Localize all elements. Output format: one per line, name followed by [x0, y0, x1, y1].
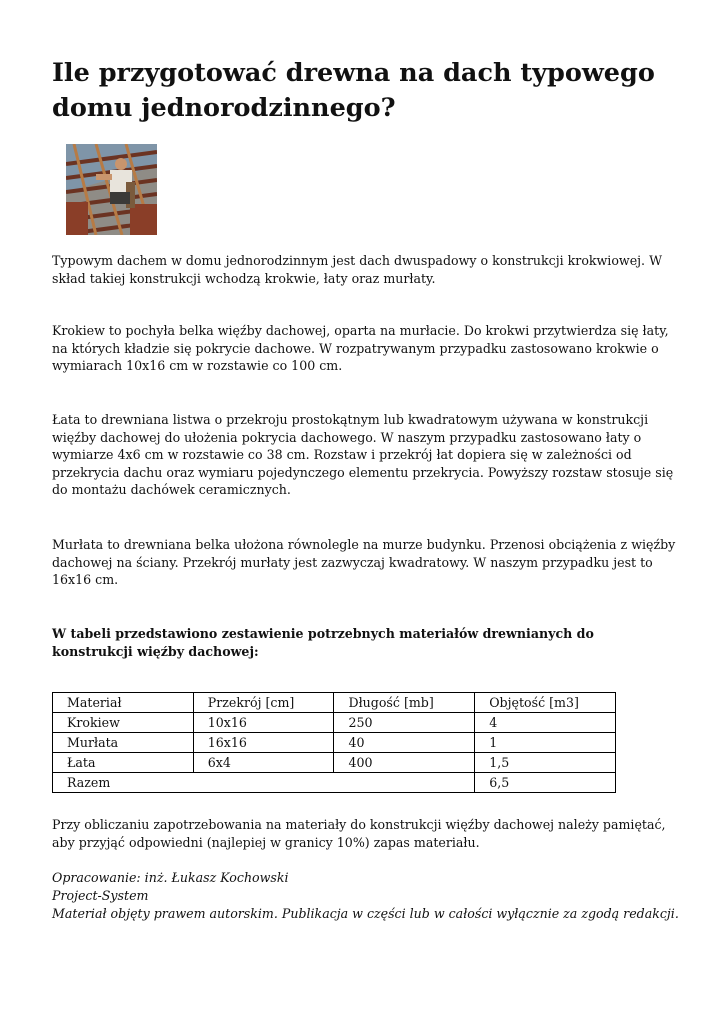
table-row [53, 753, 616, 773]
table-cell: Łata [53, 753, 194, 773]
table-cell: Murłata [53, 733, 194, 753]
roofer-photo [66, 144, 157, 235]
table-cell: 400 [334, 753, 475, 773]
table-cell: 16x16 [193, 733, 334, 753]
paragraph-lata: Łata to drewniana listwa o przekroju prostokątnym lub kwadratowym używana w konstrukcji więźby dachowej do ułożenia pokrycia dachowego. W naszym przypadku zastosowano łaty o wymiarze 4x6 cm w rozstawie co 38 cm. Rozstaw i przekrój łat dopiera się w zależności od przekrycia dachu oraz wymiaru pojedynczego elementu przekrycia. Powyższy rozstaw stosuje się do montażu dachówek ceramicznych. [52, 412, 674, 498]
credits [52, 869, 692, 922]
table-row [53, 733, 616, 753]
table-row [53, 713, 616, 733]
credits-copyright: Materiał objęty prawem autorskim. Publikacja w części lub w całości wyłącznie za zgodą redakcji. [52, 905, 679, 921]
table-intro: W tabeli przedstawiono zestawienie potrzebnych materiałów drewnianych do konstrukcji więźby dachowej: [52, 626, 594, 659]
credits-company: Project-System [52, 887, 149, 903]
materials-table [52, 692, 616, 793]
table-total-value: 6,5 [475, 773, 616, 793]
table-header-cell: Długość [mb] [334, 693, 475, 713]
table-total-row [53, 773, 616, 793]
table-total-label: Razem [53, 773, 475, 793]
table-cell: 1 [475, 733, 616, 753]
paragraph-murlata: Murłata to drewniana belka ułożona równolegle na murze budynku. Przenosi obciążenia z więźby dachowej na ściany. Przekrój murłaty jest zazwyczaj kwadratowy. W naszym przypadku jest to 16x16 cm. [52, 537, 676, 588]
table-cell: 6x4 [193, 753, 334, 773]
table-cell: 10x16 [193, 713, 334, 733]
table-header-cell: Materiał [53, 693, 194, 713]
table-cell: 1,5 [475, 753, 616, 773]
table-cell: Krokiew [53, 713, 194, 733]
table-cell: 4 [475, 713, 616, 733]
article-title: Ile przygotować drewna na dach typowego domu jednorodzinnego? [52, 58, 655, 123]
roofer-photo-image [66, 144, 157, 235]
paragraph-intro: Typowym dachem w domu jednorodzinnym jest dach dwuspadowy o konstrukcji krokwiowej. W skład takiej konstrukcji wchodzą krokwie, łaty oraz murłaty. [52, 253, 663, 286]
table-cell: 250 [334, 713, 475, 733]
table-header-cell: Objętość [m3] [475, 693, 616, 713]
table-cell: 40 [334, 733, 475, 753]
table-header-cell: Przekrój [cm] [193, 693, 334, 713]
credits-author: Opracowanie: inż. Łukasz Kochowski [52, 870, 289, 885]
paragraph-krokiew: Krokiew to pochyła belka więźby dachowej, oparta na murłacie. Do krokwi przytwierdza się łaty, na których kładzie się pokrycie dachowe. W rozpatrywanym przypadku zastosowano krokwie o wymiarach 10x16 cm w rozstawie co 100 cm. [52, 323, 669, 374]
table-header-row [53, 693, 616, 713]
paragraph-reminder: Przy obliczaniu zapotrzebowania na materiały do konstrukcji więźby dachowej należy pamiętać, aby przyjąć odpowiedni (najlepiej w granicy 10%) zapas materiału. [52, 817, 666, 850]
